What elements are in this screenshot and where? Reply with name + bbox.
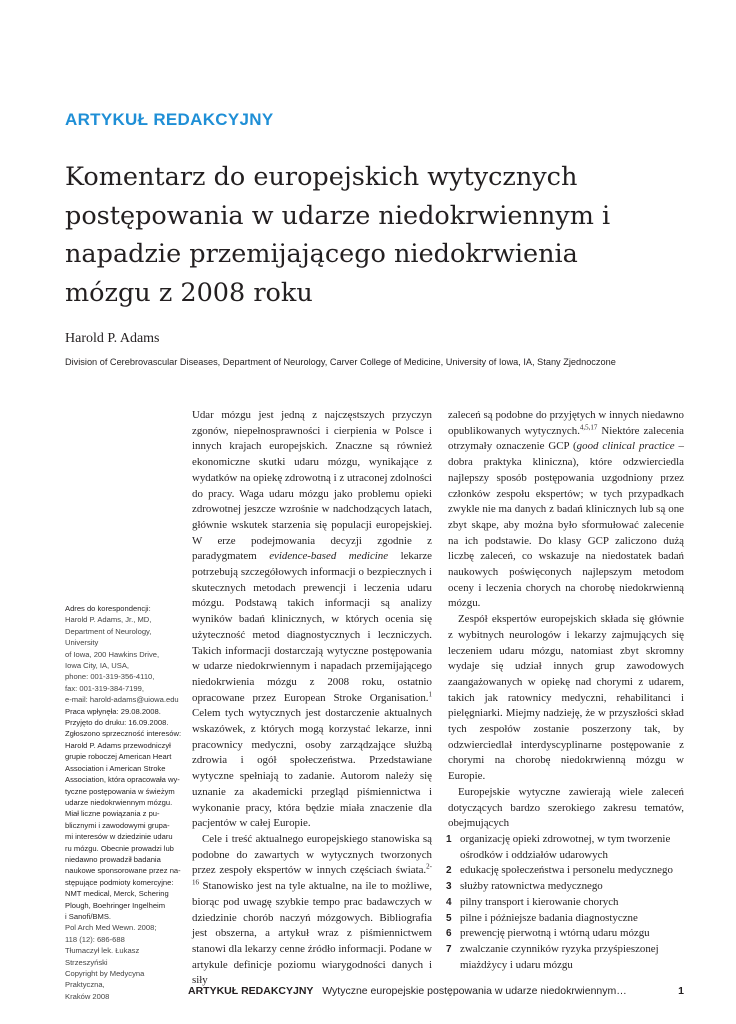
paragraph: Europejskie wytyczne zawierają wiele zaleceń dotyczących bardzo szerokiego zakresu tematów, obejmujących [448, 785, 684, 830]
sidebar-line: Przyjęto do druku: 16.09.2008. [65, 718, 169, 728]
sidebar-line: blicznymi i zawodowymi grupa- [65, 820, 170, 830]
sidebar-line: Harold P. Adams, Jr., MD, [65, 615, 152, 625]
footer-running-title: Wytyczne europejskie postępowania w udarze niedokrwiennym… [322, 985, 627, 997]
sidebar-line: Association, która opracowała wy- [65, 775, 180, 785]
sidebar-line: NMT medical, Merck, Schering [65, 889, 169, 899]
sidebar-line: Copyright by Medycyna Praktyczna, [65, 969, 145, 990]
sidebar-line: Harold P. Adams przewodniczył [65, 740, 171, 750]
list-item: 2 edukację społeczeństwa i personelu medycznego [446, 864, 673, 877]
footer-section-label: ARTYKUŁ REDAKCYJNY [188, 985, 314, 997]
sidebar-line: Department of Neurology, University [65, 626, 152, 648]
list-item: 6 prewencję pierwotną i wtórną udaru mózgu [446, 927, 650, 940]
sidebar-line: Miał liczne powiązania z pu- [65, 809, 160, 819]
recommendation-list [448, 832, 684, 973]
sidebar-line: Adres do korespondencji: [65, 604, 151, 613]
sidebar-line: Zgłoszono sprzeczność interesów: [65, 729, 182, 739]
list-item: 3 służby ratownictwa medycznego [446, 880, 603, 893]
sidebar-line: stępujące podmioty komercyjne: [65, 877, 174, 887]
page-footer [188, 985, 684, 997]
correspondence-sidebar [65, 603, 183, 1002]
sidebar-line: grupie roboczej American Heart [65, 752, 172, 762]
sidebar-line: naukowe sponsorowane przez na- [65, 866, 181, 876]
author-affiliation: Division of Cerebrovascular Diseases, Department of Neurology, Carver College of Medicine, University of Iowa, IA, Stany Zjednoczone [65, 357, 616, 367]
list-item: 1 organizację opieki zdrowotnej, w tym tworzenie ośrodków i oddziałów udarowych [446, 832, 671, 861]
sidebar-line: Iowa City, IA, USA, [65, 661, 130, 671]
sidebar-line: Plough, Boehringer Ingelheim [65, 900, 166, 910]
sidebar-line: 118 (12): 686-688 [65, 934, 125, 944]
paragraph: Udar mózgu jest jedną z najczęstszych przyczyn zgonów, niepełnosprawności i cierpienia w Polsce i innych krajach europejskich. Znaczne są również ekonomiczne skutki udaru mózgu, wynikające z wydatków na opiekę zdrowotną i z utraconej zdolności do pracy. Waga udaru mózgu jako problemu opieki zdrowotnej jeszcze wzrośnie w nadchodzących latach, głównie wskutek starzenia się populacji europejskiej. W erze podejmowania decyzji zgodnie z paradygmatem evidence-based medicine lekarze potrzebują szczegółowych informacji o bezpiecznych i skutecznych metodach prewencji i leczenia udaru mózgu. Podstawą takich informacji są analizy wyników badań klinicznych, w których ocenia się użyteczność metod diagnostycznych i leczniczych. Takich informacji dostarczają wytyczne postępowania w udarze niedokrwiennym i napadach przemijającego niedokrwienia mózgu z 2008 roku, ostatnio opracowane przez European Stroke Organisation.$^1$ Celem tych wytycznych jest dostarczenie aktualnych wskazówek, z których mogą korzystać lekarze, inni pracownicy medyczni, osoby zarządzające służbą zdrowia i ogół społeczeństwa. Przedstawiane wytyczne spełniają to zadanie. Autorom należy się uznanie za akademicki przegląd piśmiennictwa i wykonanie pracy, która będzie miała znaczenie dla pacjentów w całej Europie. [192, 409, 432, 830]
page-number: 1 [678, 985, 684, 997]
list-item: 5 pilne i późniejsze badania diagnostyczne [446, 911, 638, 924]
sidebar-line: Association i American Stroke [65, 763, 166, 773]
sidebar-line: Praca wpłynęła: 29.08.2008. [65, 706, 161, 716]
sidebar-line: phone: 001-319-356-4110, [65, 672, 155, 682]
sidebar-line: i Sanofi/BMS. [65, 911, 112, 921]
sidebar-line: udarze niedokrwiennym mózgu. [65, 797, 173, 807]
paragraph: zaleceń są podobne do przyjętych w innych niedawno opublikowanych wytycznych.$^{4,5,17}$ Niektóre zalecenia otrzymały oznaczenie GCP (good clinical practice – dobra praktyka kliniczna), które odzwierciedla najlepszy sposób postępowania uzgodniony przez członków zespołu ekspertów; w tych przypadkach zwykle nie ma danych z badań klinicznych lub są one zbyt skąpe, aby można było sformułować zalecenie na ich podstawie. Do klasy GCP zaliczono dużą liczbę zaleceń, co wskazuje na niedostatek badań naukowych poświęconych najlepszym metodom oceny i leczenia chorych na chorobę niedokrwienną mózgu. [448, 409, 685, 610]
body-column-right [448, 408, 684, 973]
sidebar-line: e-mail: harold-adams@uiowa.edu [65, 695, 179, 705]
sidebar-line: niedawno prowadził badania [65, 854, 161, 864]
article-title: Komentarz do europejskich wytycznych postępowania w udarze niedokrwiennym i napadzie przemijającego niedokrwienia mózgu z 2008 roku [65, 162, 611, 308]
author-name: Harold P. Adams [65, 331, 160, 346]
list-item: 4 pilny transport i kierowanie chorych [446, 895, 619, 908]
paragraph: Cele i treść aktualnego europejskiego stanowiska są podobne do zawartych w wytycznych tworzonych przez zespoły ekspertów w innych częściach świata.$^{2-16}$ Stanowisko jest na tyle aktualne, na ile to możliwe, biorąc pod uwagę szybkie tempo prac badawczych w dziedzinie chorób naczyń mózgowych. Bibliografia jest obszerna, a artykuł wraz z piśmiennictwem stanowi dla lekarzy cenne źródło informacji. Podane w artykule definicje poziomu wiarygodności danych i siły [192, 832, 432, 987]
paragraph: Zespół ekspertów europejskich składa się głównie z wybitnych neurologów i lekarzy zajmujących się leczeniem udaru mózgu, natomiast zbyt skromny wydaje się udział innych grup zawodowych zaangażowanych w opiekę nad chorymi z udarem, takich jak ratownicy medyczni, rehabilitanci i pielęgniarki. Miejmy nadzieję, że w przyszłości skład tych zespołów zostanie poszerzony tak, by odzwierciedlał interdyscyplinarne postępowanie z chorymi na chorobę niedokrwienną mózgu w Europie. [448, 613, 684, 783]
sidebar-line: Tłumaczył lek. Łukasz Strzeszyński [65, 946, 140, 967]
list-item: 7 zwalczanie czynników ryzyka przyśpieszonej miażdżycy i udaru mózgu [446, 942, 659, 971]
sidebar-line: tyczne postępowania w świeżym [65, 786, 175, 796]
section-label: ARTYKUŁ REDAKCYJNY [65, 110, 274, 129]
sidebar-line: of Iowa, 200 Hawkins Drive, [65, 649, 160, 659]
sidebar-line: ru mózgu. Obecnie prowadzi lub [65, 843, 174, 853]
sidebar-line: fax: 001-319-384-7199, [65, 683, 144, 693]
sidebar-line: Pol Arch Med Wewn. 2008; [65, 923, 157, 933]
sidebar-line: mi interesów w dziedzinie udaru [65, 832, 173, 842]
body-column-left [192, 408, 432, 989]
sidebar-line: Kraków 2008 [65, 991, 110, 1001]
